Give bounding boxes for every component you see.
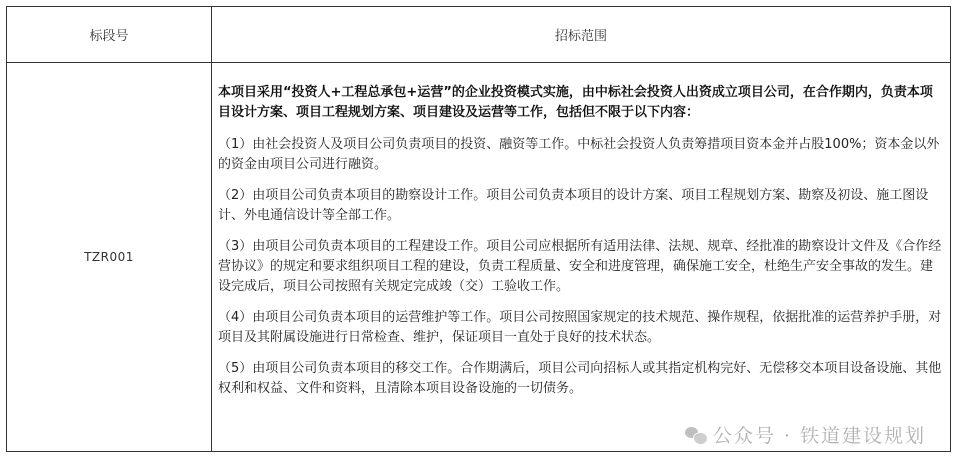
- header-segment-number: 标段号: [7, 7, 212, 63]
- segment-number-cell: TZR001: [7, 63, 212, 452]
- header-tender-scope: 招标范围: [212, 7, 951, 63]
- table-header-row: [7, 7, 951, 63]
- tender-scope-cell: [212, 63, 951, 452]
- table-row: [7, 63, 951, 452]
- watermark-text: 公众号 · 铁道建设规划: [712, 425, 926, 447]
- scope-item-4: （4）由项目公司负责本项目的运营维护等工作。项目公司按照国家规定的技术规范、操作规程，依据批准的运营养护手册，对项目及其附属设施进行日常检查、维护，保证项目一直处于良好的技术状态。: [218, 310, 942, 345]
- scope-item-2: （2）由项目公司负责本项目的勘察设计工作。项目公司负责本项目的设计方案、项目工程规划方案、勘察及初设、施工图设计、外电通信设计等全部工作。: [218, 188, 929, 223]
- scope-item-1: （1）由社会投资人及项目公司负责项目的投资、融资等工作。中标社会投资人负责筹措项目资本金并占股100%；资本金以外的资金由项目公司进行融资。: [218, 137, 940, 172]
- scope-item-3: （3）由项目公司负责本项目的工程建设工作。项目公司应根据所有适用法律、法规、规章、经批准的勘察设计文件及《合作经营协议》的规定和要求组织项目工程的建设，负责工程质量、安全和进度管理，确保施工安全，杜绝生产安全事故的发生。建设完成后，项目公司按照有关规定完成竣（交）工验收工作。: [218, 239, 942, 294]
- tender-scope-table: [6, 6, 951, 452]
- scope-item-5: （5）由项目公司负责本项目的移交工作。合作期满后，项目公司向招标人或其指定机构完好、无偿移交本项目设备设施、其他权利和权益、文件和资料，且清除本项目设备设施的一切债务。: [218, 361, 942, 396]
- scope-intro: 本项目采用“投资人+工程总承包+运营”的企业投资模式实施，由中标社会投资人出资成立项目公司，在合作期内，负责本项目设计方案、项目工程规划方案、项目建设及运营等工作，包括但不限于以下内容：: [218, 85, 933, 120]
